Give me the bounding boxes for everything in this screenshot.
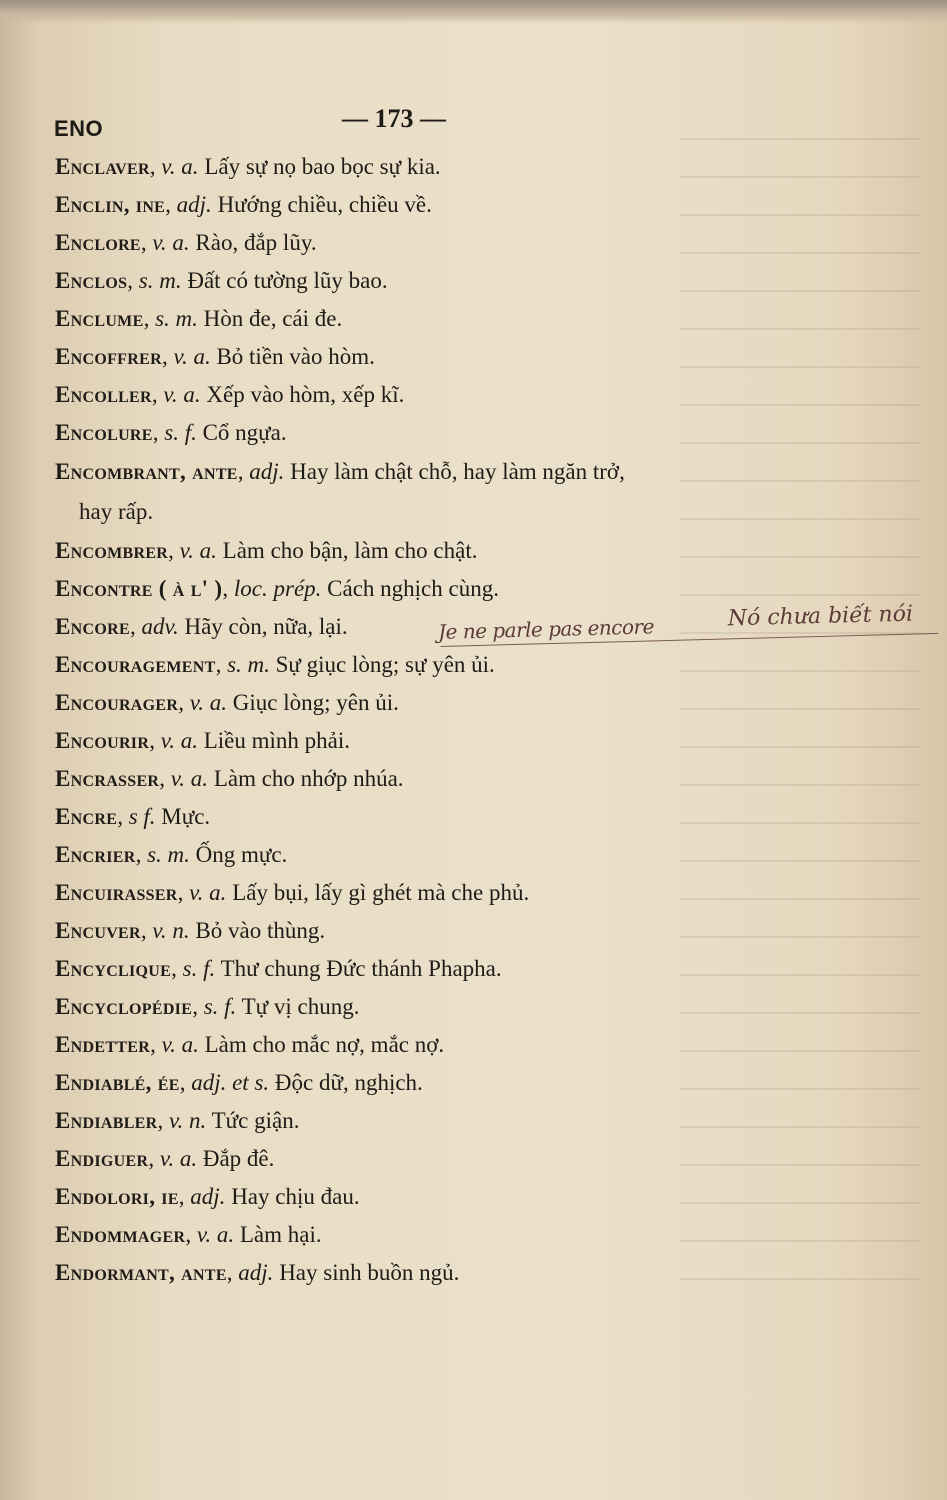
separator: ,	[152, 420, 165, 445]
entry-grammar: v. a.	[196, 1222, 235, 1247]
separator: ,	[151, 382, 164, 407]
entry-grammar: adj.	[249, 459, 285, 484]
entry-definition-continued: hay rấp.	[79, 499, 154, 524]
entry-headword: Enclin, ine	[55, 192, 166, 217]
entry-headword: Endommager	[55, 1222, 186, 1247]
entry-headword: Encolure	[55, 420, 153, 445]
separator: ,	[237, 459, 250, 484]
entry-definition: Hãy còn, nữa, lại.	[184, 614, 348, 639]
entry-grammar: s. f.	[203, 994, 237, 1019]
dictionary-entry	[55, 1216, 775, 1254]
entry-headword: Encombrer	[55, 538, 169, 563]
running-head	[52, 104, 752, 144]
entry-definition: Tức giận.	[211, 1108, 300, 1133]
separator: ,	[185, 1222, 197, 1247]
separator: ,	[168, 538, 180, 563]
entry-grammar: adj.	[176, 192, 212, 217]
dictionary-entry	[55, 1178, 775, 1216]
entry-headword: Encourager	[55, 690, 179, 715]
entry-grammar: adv.	[141, 614, 179, 639]
entry-definition: Hay làm chật chỗ, hay làm ngăn trở,	[290, 459, 625, 484]
entry-definition: Cách nghịch cùng.	[327, 576, 499, 601]
entry-grammar: v. n.	[169, 1108, 207, 1133]
dictionary-entry	[55, 224, 775, 262]
entry-headword: Encontre ( à l' )	[55, 576, 223, 601]
separator: ,	[179, 1070, 192, 1095]
entry-headword: Encuver	[55, 918, 141, 943]
entry-definition: Liều mình phải.	[203, 728, 350, 753]
entry-headword: Encyclique	[55, 956, 172, 981]
entry-definition: Cổ ngựa.	[202, 420, 287, 445]
entry-definition: Hay sinh buồn ngủ.	[279, 1260, 460, 1285]
separator: ,	[222, 576, 234, 601]
separator: ,	[215, 652, 228, 677]
entry-definition: Ống mực.	[195, 842, 288, 867]
separator: ,	[129, 614, 142, 639]
dictionary-entry	[55, 722, 775, 760]
page-number: — 173 —	[342, 104, 446, 133]
entry-headword: Endetter	[55, 1032, 151, 1057]
entry-definition: Làm cho mắc nợ, mắc nợ.	[204, 1032, 445, 1057]
entry-definition: Xếp vào hòm, xếp kĩ.	[206, 382, 405, 407]
entry-headword: Endiguer	[55, 1146, 149, 1171]
entry-definition: Lấy sự nọ bao bọc sự kia.	[204, 154, 441, 179]
dictionary-entry	[55, 452, 775, 532]
entry-definition: Mực.	[161, 804, 211, 829]
handwritten-vietnamese: Nó chưa biết nói	[727, 601, 914, 632]
entry-definition: Làm cho bận, làm cho chật.	[222, 538, 478, 563]
entry-definition: Lấy bụi, lấy gì ghét mà che phủ.	[232, 880, 530, 905]
entry-definition: Hòn đe, cái đe.	[203, 306, 343, 331]
entry-definition: Tự vị chung.	[241, 994, 360, 1019]
entry-headword: Encouragement	[55, 652, 216, 677]
separator: ,	[165, 192, 177, 217]
entry-grammar: v. a.	[161, 1032, 199, 1057]
dictionary-entry	[55, 1026, 775, 1064]
entry-grammar: adj. et s.	[191, 1070, 270, 1095]
separator: ,	[149, 154, 162, 179]
entry-grammar: adj.	[238, 1260, 274, 1285]
entry-grammar: v. a.	[160, 728, 198, 753]
entry-grammar: s. m.	[138, 268, 182, 293]
entry-headword: Endolori, ie	[55, 1184, 179, 1209]
entry-definition: Sự giục lòng; sự yên ủi.	[275, 652, 495, 677]
dictionary-entry	[55, 912, 775, 950]
entry-headword: Encyclopédie	[55, 994, 193, 1019]
entry-definition: Thư chung Đức thánh Phapha.	[220, 956, 502, 981]
separator: ,	[226, 1260, 239, 1285]
dictionary-entry	[55, 798, 775, 836]
dictionary-entry	[55, 376, 775, 414]
entry-headword: Encuirasser	[55, 880, 178, 905]
entry-grammar: v. a.	[152, 230, 190, 255]
separator: ,	[135, 842, 148, 867]
entry-definition: Làm cho nhớp nhúa.	[213, 766, 404, 791]
entry-grammar: v. n.	[152, 918, 190, 943]
separator: ,	[117, 804, 129, 829]
dictionary-entry	[55, 646, 775, 684]
entry-headword: Encombrant, ante	[55, 459, 238, 484]
separator: ,	[149, 728, 161, 753]
handwritten-french: Je ne parle pas encore	[437, 614, 655, 644]
entry-grammar: v. a.	[189, 690, 227, 715]
separator: ,	[171, 956, 183, 981]
entry-grammar: v. a.	[159, 1146, 198, 1171]
entry-definition: Bỏ tiền vào hòm.	[216, 344, 375, 369]
dictionary-entry	[55, 1140, 775, 1178]
entry-headword: Enclore	[55, 230, 141, 255]
entry-grammar: v. a.	[161, 154, 199, 179]
dictionary-entry	[55, 950, 775, 988]
dictionary-entry	[55, 1064, 775, 1102]
entry-headword: Encrasser	[55, 766, 160, 791]
entry-definition: Độc dữ, nghịch.	[274, 1070, 423, 1095]
separator: ,	[192, 994, 204, 1019]
dictionary-entry	[55, 988, 775, 1026]
entry-headword: Enclaver	[55, 154, 150, 179]
entry-grammar: s. m.	[227, 652, 270, 677]
entry-grammar: s. m.	[155, 306, 198, 331]
entry-definition: Làm hại.	[239, 1222, 322, 1247]
dictionary-entry	[55, 338, 775, 376]
entry-headword: Enclos	[55, 268, 128, 293]
entry-headword: Enclume	[55, 306, 144, 331]
entry-headword: Encourir	[55, 728, 150, 753]
entry-grammar: s. f.	[182, 956, 216, 981]
dictionary-entry	[55, 532, 775, 570]
dictionary-entry	[55, 836, 775, 874]
dictionary-entry	[55, 1102, 775, 1140]
entry-definition: Bỏ vào thùng.	[195, 918, 326, 943]
entry-definition: Giục lòng; yên ủi.	[232, 690, 399, 715]
separator: ,	[148, 1146, 160, 1171]
entry-definition: Hay chịu đau.	[231, 1184, 360, 1209]
separator: ,	[127, 268, 139, 293]
dictionary-entry	[55, 186, 775, 224]
dictionary-entry	[55, 262, 775, 300]
entry-grammar: s. f.	[164, 420, 197, 445]
entry-headword: Encore	[55, 614, 130, 639]
entry-headword: Endormant, ante	[55, 1260, 227, 1285]
entry-headword: Encrier	[55, 842, 136, 867]
entry-headword: Encoller	[55, 382, 152, 407]
entry-list	[55, 148, 775, 1292]
dictionary-entry	[55, 414, 775, 452]
dictionary-entry	[55, 874, 775, 912]
entry-headword: Encre	[55, 804, 118, 829]
entry-grammar: adj.	[190, 1184, 226, 1209]
entry-definition: Đất có tường lũy bao.	[187, 268, 388, 293]
entry-definition: Đắp đê.	[202, 1146, 275, 1171]
dictionary-entry	[55, 684, 775, 722]
dictionary-entry	[55, 148, 775, 186]
separator: ,	[157, 1108, 170, 1133]
separator: ,	[178, 690, 190, 715]
separator: ,	[159, 766, 171, 791]
entry-grammar: v. a.	[163, 382, 201, 407]
dictionary-entry	[55, 300, 775, 338]
dictionary-entry	[55, 570, 775, 608]
separator: ,	[140, 918, 153, 943]
separator: ,	[161, 344, 174, 369]
entry-headword: Endiablé, ée	[55, 1070, 180, 1095]
entry-definition: Hướng chiều, chiều về.	[217, 192, 432, 217]
dictionary-entry	[55, 1254, 775, 1292]
entry-grammar: v. a.	[173, 344, 211, 369]
entry-headword: Endiabler	[55, 1108, 158, 1133]
separator: ,	[140, 230, 153, 255]
entry-grammar: v. a.	[179, 538, 217, 563]
entry-grammar: s. m.	[147, 842, 190, 867]
entry-definition: Rào, đắp lũy.	[195, 230, 317, 255]
head-word: ENO	[54, 116, 104, 141]
entry-grammar: v. a.	[189, 880, 227, 905]
separator: ,	[150, 1032, 162, 1057]
separator: ,	[178, 1184, 191, 1209]
entry-headword: Encoffrer	[55, 344, 162, 369]
entry-grammar: loc. prép.	[233, 576, 322, 601]
dictionary-entry	[55, 760, 775, 798]
entry-grammar: v. a.	[170, 766, 209, 791]
separator: ,	[143, 306, 156, 331]
entry-grammar: s f.	[128, 804, 156, 829]
separator: ,	[177, 880, 190, 905]
